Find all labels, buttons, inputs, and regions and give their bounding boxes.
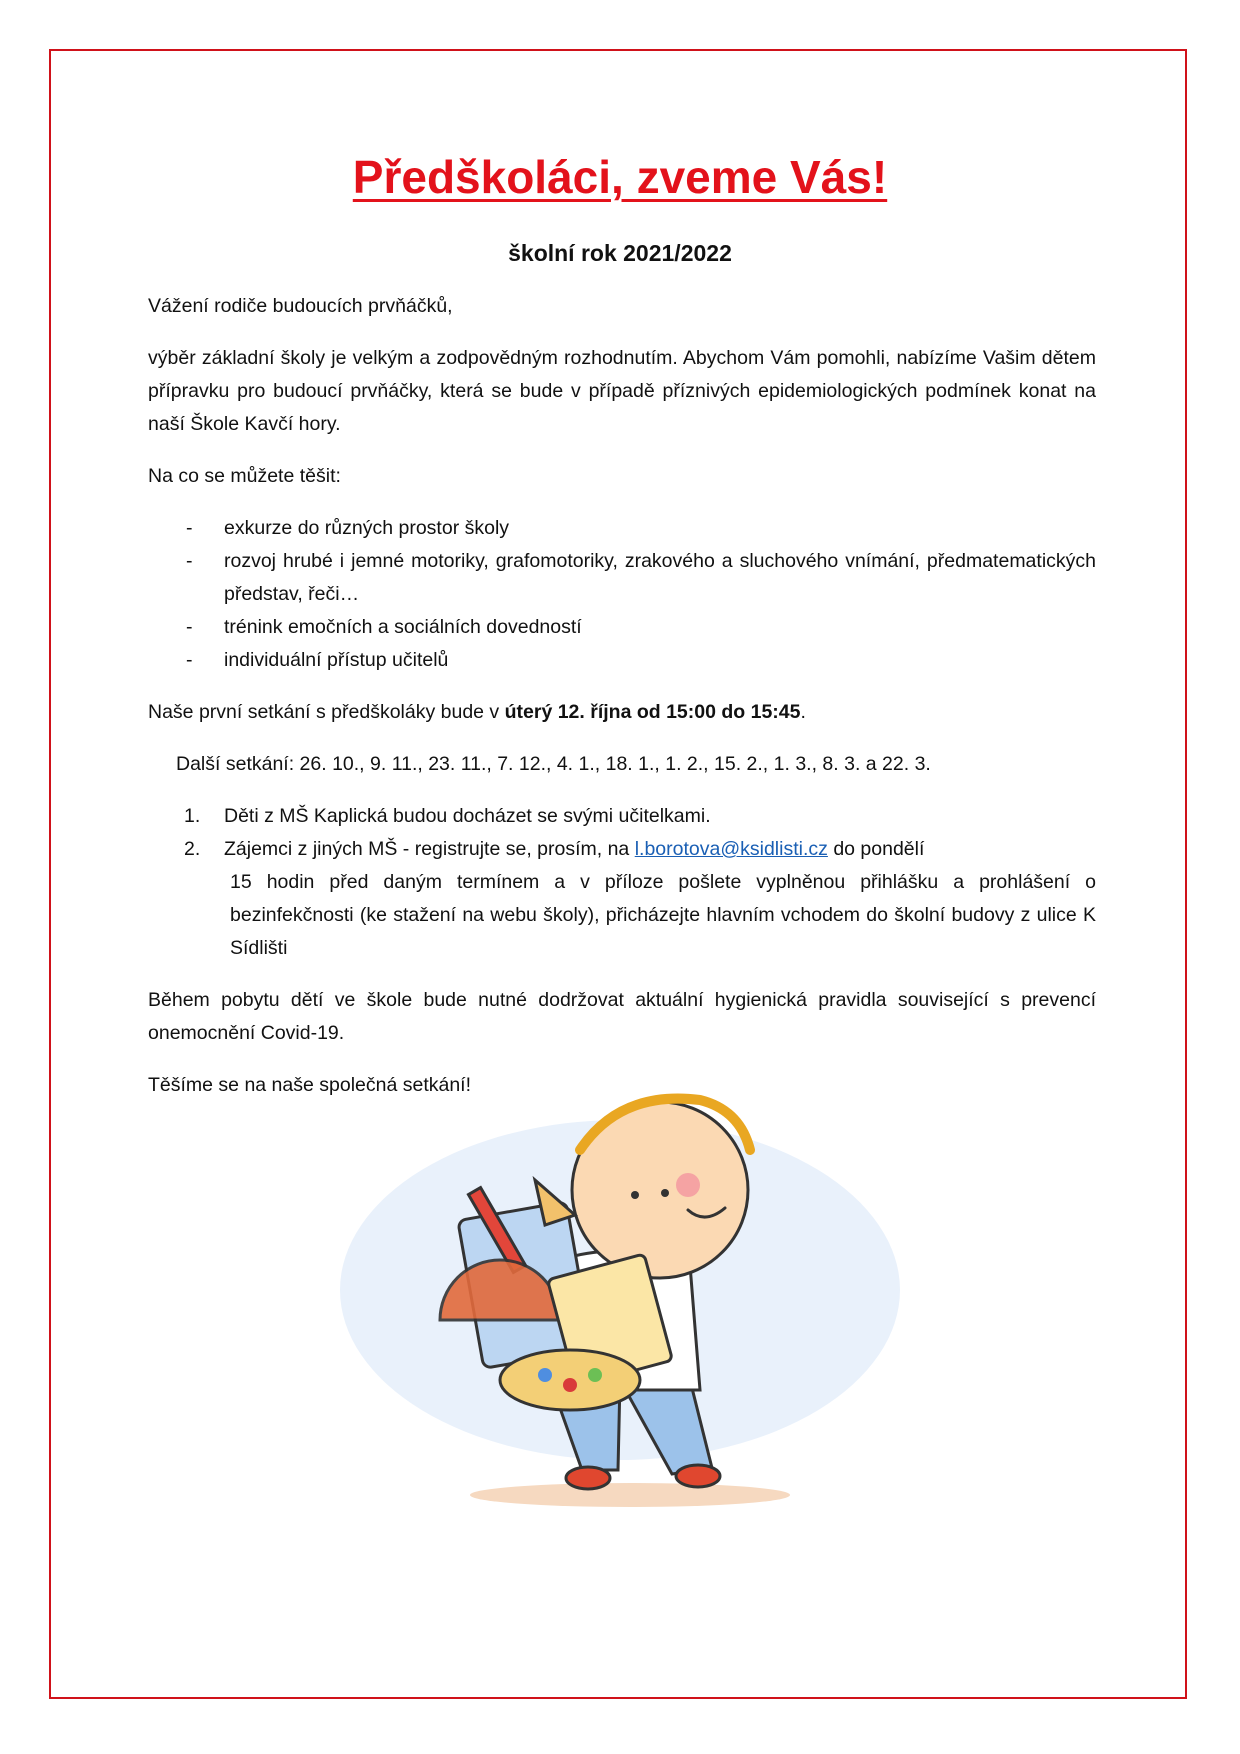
dash-marker: - [186, 517, 193, 539]
list-item: 1. Děti z MŠ Kaplická budou docházet se svými učitelkami. [184, 805, 711, 827]
dash-marker: - [186, 616, 193, 638]
cheek [676, 1173, 700, 1197]
email-link[interactable]: l.borotova@ksidlisti.cz [634, 838, 828, 860]
greeting: Vážení rodiče budoucích prvňáčků, [148, 295, 453, 317]
paint-dot [588, 1368, 602, 1382]
list-item: 2. Zájemci z jiných MŠ - registrujte se, prosím, na l.borotova@ksidlisti.cz do pondělí 15 hodin před daným termínem a v příloze pošlete vyplněnou přihlášku a prohlášení o bezinfekčnosti (ke stažení na webu školy), přicházejte hlavním vchodem do školní budovy z ulice K Sídlišti [184, 838, 1096, 959]
child-with-school-supplies-illustration [320, 1090, 920, 1510]
letter-body [148, 290, 1096, 1121]
list-item: - individuální přístup učitelů [148, 644, 1096, 677]
school-year-subtitle: školní rok 2021/2022 [508, 240, 732, 266]
left-eye [631, 1191, 639, 1199]
closing-line: Těšíme se na naše společná setkání! [148, 1074, 472, 1096]
hygiene-paragraph: Během pobytu dětí ve škole bude nutné dodržovat aktuální hygienická pravidla související s prevencí onemocnění Covid-19. [148, 989, 1096, 1044]
paint-dot [563, 1378, 577, 1392]
instructions-list [148, 800, 1096, 965]
further-meetings: Další setkání: 26. 10., 9. 11., 23. 11., 7. 12., 4. 1., 18. 1., 1. 2., 15. 2., 1. 3., 8. 3. a 22. 3. [176, 753, 931, 775]
dash-marker: - [186, 649, 193, 671]
first-meeting-date: úterý 12. října od 15:00 do 15:45 [504, 701, 801, 723]
right-eye [661, 1189, 669, 1197]
first-meeting: Naše první setkání s předškoláky bude v úterý 12. října od 15:00 do 15:45. [148, 701, 806, 723]
dash-marker: - [186, 550, 193, 572]
left-shoe [566, 1467, 610, 1489]
paint-dot [538, 1368, 552, 1382]
list-item: - trénink emočních a sociálních dovedností [148, 611, 1096, 644]
intro-paragraph: výběr základní školy je velkým a zodpovědným rozhodnutím. Abychom Vám pomohli, nabízíme Vašim dětem přípravku pro budoucí prvňáčky, která se bude v případě příznivých epidemiologických podmínek konat na naší Škole Kavčí hory. [148, 347, 1096, 435]
page-title: Předškoláci, zveme Vás! [352, 151, 888, 203]
ground-shadow [470, 1483, 790, 1507]
right-shoe [676, 1465, 720, 1487]
benefits-list [148, 512, 1096, 677]
list-item: - exkurze do různých prostor školy [148, 512, 1096, 545]
list-item: - rozvoj hrubé i jemné motoriky, grafomotoriky, zrakového a sluchového vnímání, předmatematických představ, řeči… [148, 545, 1096, 611]
looking-forward-heading: Na co se můžete těšit: [148, 465, 341, 487]
